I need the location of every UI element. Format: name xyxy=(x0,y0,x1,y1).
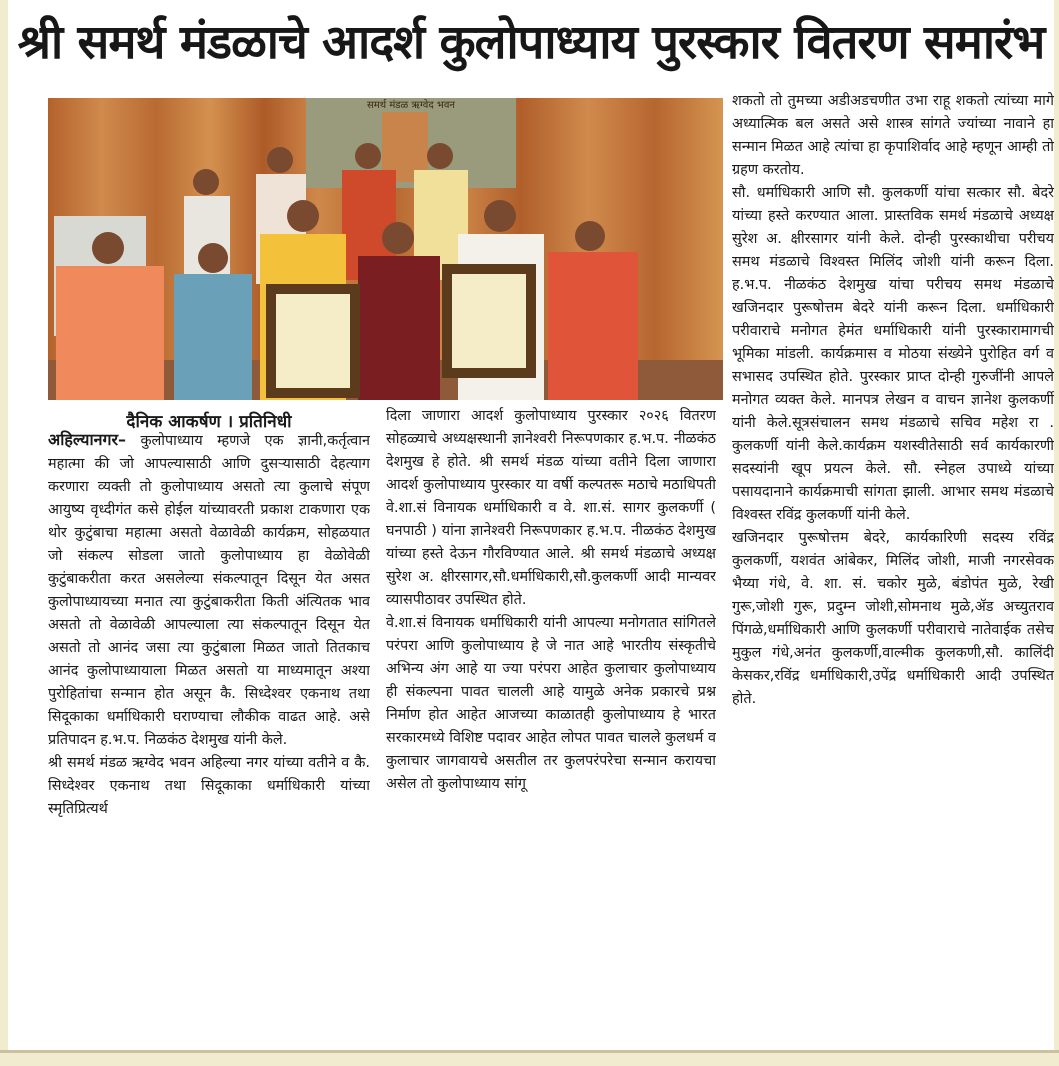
photo-illustration xyxy=(48,98,723,400)
newspaper-page xyxy=(8,0,1054,1050)
article-column-left xyxy=(48,428,370,1033)
banner-text: समर्थ मंडळ ऋग्वेद भवन xyxy=(367,100,455,111)
dateline: अहिल्यानगर– xyxy=(48,430,127,449)
bottom-rule xyxy=(0,1050,1059,1053)
certificate-left xyxy=(276,294,350,388)
byline: दैनिक आकर्षण । प्रतिनिधी xyxy=(126,412,292,432)
certificate-right xyxy=(452,274,526,368)
article-column-right: शकतो तो तुमच्या अडीअडचणीत उभा राहू शकतो त्यांच्या मागे अध्यात्मिक बल असते असे शास्त्र सांगते ज्यांच्या नावाने हा सन्मान मिळत आहे त्यांचा हा कृपाशिर्वाद आहे म्हणून आम्ही तो ग्रहण करतोय. सौ. धर्माधिकारी आणि सौ. कुलकर्णी यांचा सत्कार सौ. बेदरे यांच्या हस्ते करण्यात आला. प्रास्तविक समर्थ मंडळाचे अध्यक्ष सुरेश अ. क्षीरसागर यांनी केले. दोन्ही पुरस्काथीचा परीचय समथ मंडळाचे विश्वस्त मिलिंद जोशी यांनी करून दिला. ह.भ.प. नीळकंठ देशमुख यांचा परीचय समथ मंडळाचे खजिनदार पुरूषोत्तम बेदरे यांनी करून दिला. धर्माधिकारी परीवाराचे मनोगत हेमंत धर्माधिकारी यांनी पुरस्कारामागची भूमिका मांडली. कार्यक्रमास व मोठया संख्येने पुरोहित वर्ग व सभासद उपस्थित होते. पुरस्कार प्राप्त दोन्ही गुरुजींनी आपले मनोगत व्यक्त केले. मानपत्र लेखन व वाचन ज्ञानेश कुलकर्णी यांनी केले.सूत्रसंचालन समथ मंडळाचे सचिव महेश रा . कुलकर्णी यांनी केले.कार्यक्रम यशस्वीतेसाठी सर्व कार्यकारणी सदस्यांनी खूप प्रयत्न केले. सौ. स्नेहल उपाध्ये यांच्या पसायदानाने कार्यक्रमाची सांगता झाली. आभार समथ मंडळाचे विश्वस्त रविंद्र कुलकर्णी यांनी केले. खजिनदार पुरूषोत्तम बेदरे, कार्यकारिणी सदस्य रविंद्र कुलकर्णी, यशवंत आंबेकर, मिलिंद जोशी, माजी नगरसेवक भैय्या गंधे, वे. शा. सं. चकोर मुळे, बंडोपंत मुळे, रेखी गुरू,जोशी गुरू, प्रदुम्न जोशी,सोमनाथ मुळे,ॲड अच्युतराव पिंगळे,धर्माधिकारी आणि कुलकर्णी परीवाराचे नातेवाईक तसेच मुकुल गंधे,अनंत कुलकर्णी,वाल्मीक कुलकणी,सौ. कालिंदी केसकर,रविंद्र धर्माधिकारी,उपेंद्र धर्माधिकारी आदी उपस्थित होते. xyxy=(732,93,1054,707)
article-column-middle: दिला जाणारा आदर्श कुलोपाध्याय पुरस्कार २०२६ वितरण सोहळ्याचे अध्यक्षस्थानी ज्ञानेश्वरी निरूपणकार ह.भ.प. नीळकंठ देशमुख हे होते. श्री समर्थ मंडळ यांच्या वतीने दिला जाणारा आदर्श कुलोपाध्याय पुरस्कार या वर्षी कल्पतरू मठाचे मठाधिपती वे.शा.सं विनायक धर्माधिकारी व वे. शा.सं. सागर कुलकर्णी ( घनपाठी ) यांना ज्ञानेश्वरी निरूपणकार ह.भ.प. नीळकंठ देशमुख यांच्या हस्ते देऊन गौरविण्यात आले. श्री समर्थ मंडळाचे अध्यक्ष सुरेश अ. क्षीरसागर,सौ.धर्माधिकारी,सौ.कुलकर्णी आदी मान्यवर व्यासपीठावर उपस्थित होते. वे.शा.सं विनायक धर्माधिकारी यांनी आपल्या मनोगतात सांगितले परंपरा आणि कुलोपाध्याय हे जे नात आहे भारतीय संस्कृतीचे अभिन्य अंग आहे या ज्या परंपरा आहेत कुलाचार कुलोपाध्याय ही संकल्पना पावत चालली आहे यामुळे अनेक प्रकारचे प्रश्न निर्माण होत आहेत आजच्या काळातही कुलोपाध्याय हे भारत सरकारमध्ये विशिष्ट पदावर आहेत लोपत पावत चालले कुलधर्म व कुलाचार जागवायचे असतील तर कुलपरंपरेचा सन्मान करायचा असेल तो कुलोपाध्याय सांगू xyxy=(386,408,716,792)
column-left-text: कुलोपाध्याय म्हणजे एक ज्ञानी,कर्तृत्वान महात्मा की जो आपल्यासाठी आणि दुसऱ्यासाठी देहत्याग करणारा व्यक्ती तो कुलोपाध्याय असतो त्या कुलाचे संपूण आयुष्य वृध्दीगंत कसे होईल यांच्यावरती प्रकाश टाकणारा एक थोर कुटुंबाचा महात्मा असतो वेळावेळी कार्यक्रम, सोहळयात जो संकल्प सोडला जातो कुलोपाध्याय हा वेळोवेळी कुटुंबाकरीता करत असलेल्या संकल्पातून दिसून येत असत कुलोपाध्यायच्या मनात त्या कुटुंबाकरीता किती अंत्यितक भाव असतो तो वेळावेळी आपल्याला त्या संकल्पातून दिसून येत असतो तो आनंद जसा त्या कुटुंबाला मिळत जातो तितकाच आनंद कुलोपाध्यायाला मिळत असतो या माध्यमातून अश्या पुरोहितांचा सन्मान होत असून कै. सिध्देश्वर एकनाथ तथा सिदूकाका धर्माधिकारी घराण्याचा लौकीक वाढत आहे. असे प्रतिपादन ह.भ.प. निळकंठ देशमुख यांनी केले. श्री समर्थ मंडळ ऋग्वेद भवन अहिल्या नगर यांच्या वतीने व कै. सिध्देश्वर एकनाथ तथा सिदूकाका धर्माधिकारी यांच्या स्मृतिप्रित्यर्थ xyxy=(48,433,370,817)
event-photo xyxy=(48,98,723,400)
headline: श्री समर्थ मंडळाचे आदर्श कुलोपाध्याय पुरस्कार वितरण समारंभ xyxy=(17,15,1045,70)
